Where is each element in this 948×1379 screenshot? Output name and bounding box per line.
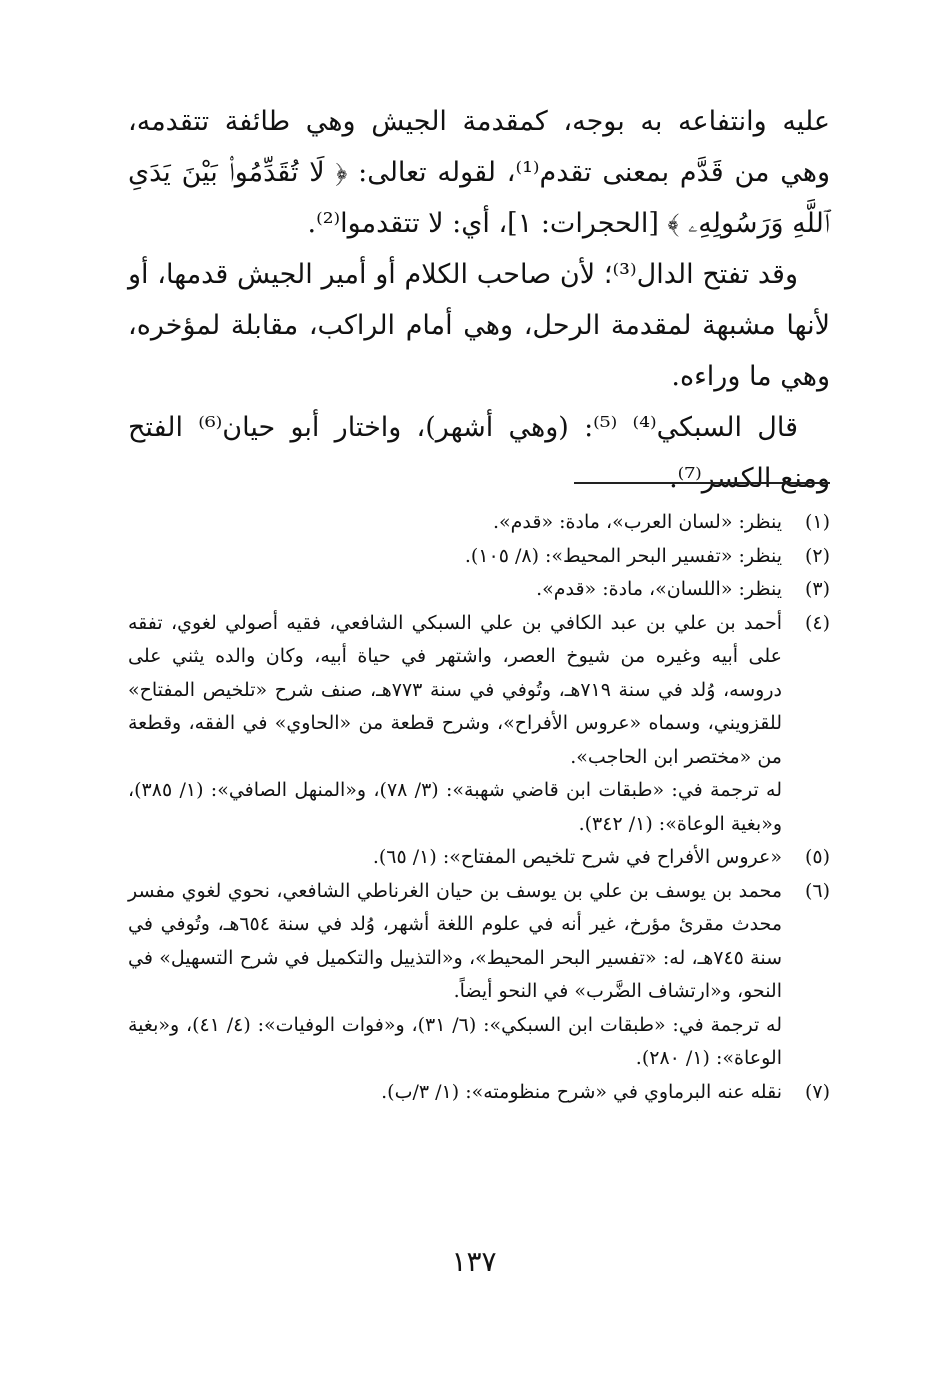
- footnote-text: ينظر: «اللسان»، مادة: «قدم».: [536, 578, 782, 600]
- footnote-2: [128, 540, 830, 574]
- footnote-number: (٣): [804, 578, 830, 600]
- footnote-number: (٥): [804, 846, 830, 868]
- footnote-number: (٦): [804, 879, 830, 902]
- footnote-3: [128, 573, 830, 607]
- footnotes-section: [128, 506, 830, 1109]
- footnote-body: [128, 506, 782, 540]
- page-number: ١٣٧: [451, 1245, 497, 1278]
- footnote-text: ينظر: «تفسير البحر المحيط»: (٨/ ١٠٥).: [464, 544, 782, 567]
- footnote-text: نقله عنه البرماوي في «شرح منظومته»: (١/ ٣/ب).: [381, 1080, 782, 1103]
- footnote-body: [128, 875, 782, 1076]
- footnote-references: له ترجمة في: «طبقات ابن قاضي شهبة»: (٣/ ٧٨)، و«المنهل الصافي»: (١/ ٣٨٥)، و«بغية الوعاة»: (١/ ٣٤٢).: [128, 779, 783, 835]
- main-text: [128, 96, 830, 504]
- footnote-4: [128, 607, 830, 842]
- footnote-number: (١): [804, 511, 830, 533]
- footnote-body: [128, 607, 782, 842]
- footnote-text: «عروس الأفراح في شرح تلخيص المفتاح»: (١/ ٦٥).: [372, 846, 782, 868]
- main-paragraph-2: وقد تفتح الدال⁽³⁾؛ لأن صاحب الكلام أو أمير الجيش قدمها، أو لأنها مشبهة لمقدمة الرحل، وهي أمام الراكب، مقابلة لمؤخره، وهي ما وراءه.: [128, 259, 830, 392]
- footnote-1: [128, 506, 830, 540]
- footnote-text: أحمد بن علي بن عبد الكافي بن علي السبكي الشافعي، فقيه أصولي لغوي، تفقه على أبيه وغيره من شيوخ العصر، واشتهر في حياة أبيه، وكان والده يثني على دروسه، وُلد في سنة ٧١٩هـ، وتُوفي في سنة ٧٧٣هـ، صنف شرح «تلخيص المفتاح» للقزويني، وسماه «عروس الأفراح»، وشرح قطعة من «الحاوي» في الفقه، وقطعة من «مختصر ابن الحاجب».: [128, 611, 783, 768]
- footnote-body: [128, 1076, 782, 1110]
- footnote-6: [128, 875, 830, 1076]
- footnote-separator-line: [574, 482, 830, 484]
- footnote-body: [128, 573, 782, 607]
- footnote-number: (٢): [804, 544, 830, 567]
- footnote-number: (٧): [804, 1080, 830, 1103]
- footnote-7: [128, 1076, 830, 1110]
- footnote-references: له ترجمة في: «طبقات ابن السبكي»: (٦/ ٣١)، و«فوات الوفيات»: (٤/ ٤١)، و«بغية الوعاة»: (١/ ٢٨٠).: [128, 1013, 783, 1069]
- footnote-text: محمد بن يوسف بن علي بن يوسف بن حيان الغرناطي الشافعي، نحوي لغوي مفسر محدث مقرئ مؤرخ، غير أنه في علوم اللغة أشهر، وُلد في سنة ٦٥٤هـ، وتُوفي في سنة ٧٤٥هـ، له: «تفسير البحر المحيط»، و«التذييل والتكميل في شرح التسهيل» في النحو، و«ارتشاف الضَّرب» في النحو أيضاً.: [128, 879, 782, 1002]
- footnote-5: [128, 841, 830, 875]
- footnote-body: [128, 841, 782, 875]
- main-paragraph-3: قال السبكي⁽⁴⁾ ⁽⁵⁾: (وهي أشهر)، واختار أبو حيان⁽⁶⁾ الفتح ومنع الكسر⁽⁷⁾.: [128, 412, 830, 494]
- main-paragraph-1: عليه وانتفاعه به بوجه، كمقدمة الجيش وهي طائفة تتقدمه، وهي من قَدَّم بمعنى تقدم⁽¹⁾، لقوله تعالى: ﴿ لَا تُقَدِّمُوا۟ بَيْنَ يَدَىِ ٱللَّهِ وَرَسُولِهِۦ ﴾ [الحجرات: ١]، أي: لا تتقدموا⁽²⁾.: [128, 106, 830, 239]
- footnote-text: ينظر: «لسان العرب»، مادة: «قدم».: [492, 511, 782, 533]
- footnote-number: (٤): [804, 611, 830, 634]
- footnote-body: [128, 540, 782, 574]
